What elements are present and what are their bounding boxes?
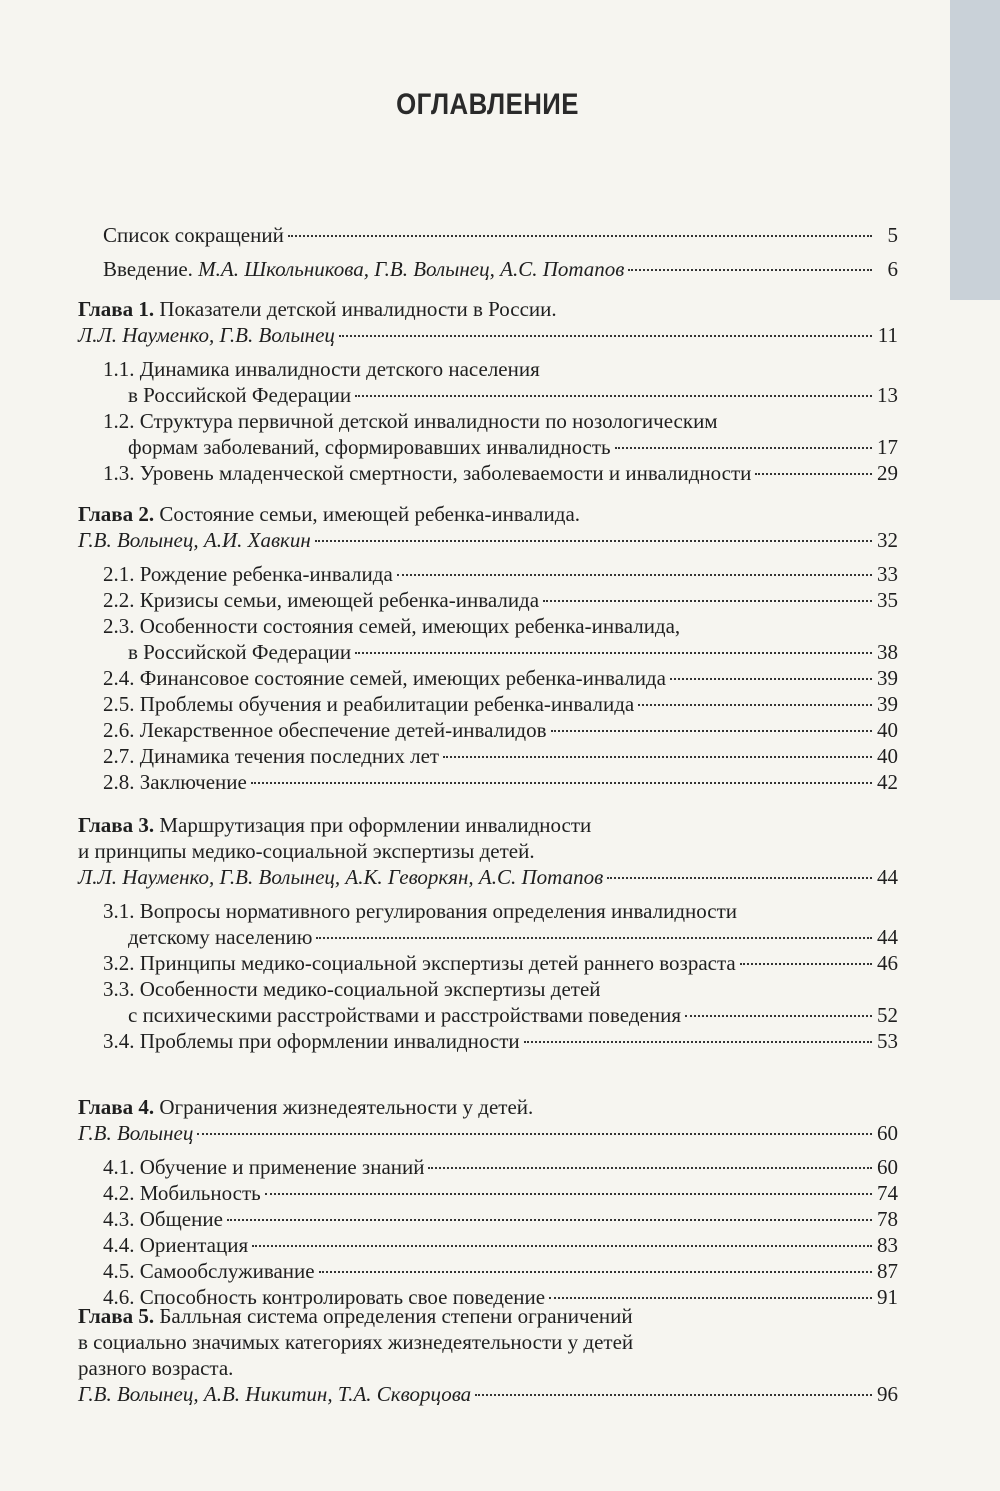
toc-chapter-4[interactable] (78, 1120, 898, 1146)
toc-chapter-1[interactable] (78, 322, 898, 348)
leader-dots (227, 1219, 872, 1221)
page-number: 44 (877, 925, 898, 949)
chapter-label: Глава 3. (78, 813, 155, 837)
page-number: 13 (877, 383, 898, 407)
page-number: 40 (877, 718, 898, 742)
chapter-title-line (78, 1329, 633, 1355)
chapter-title: Состояние семьи, имеющей ребенка-инвалида. (159, 502, 581, 526)
leader-dots (607, 877, 872, 879)
leader-dots (339, 335, 872, 337)
toc-section-4-4[interactable] (103, 1232, 898, 1258)
leader-dots (740, 963, 872, 965)
section-text: 4.6. Способность контролировать свое поведение (103, 1285, 546, 1309)
toc-section-2-7[interactable] (103, 743, 898, 769)
page-number: 96 (877, 1382, 898, 1406)
page-number: 17 (877, 435, 898, 459)
leader-dots (443, 756, 872, 758)
section-text: 3.3. Особенности медико-социальной экспертизы детей (103, 977, 601, 1001)
leader-dots (670, 678, 872, 680)
page-number: 39 (877, 666, 898, 690)
toc-section-2-1[interactable] (103, 561, 898, 587)
entry-authors: М.А. Школьникова, Г.В. Волынец, А.С. Потапов (198, 257, 625, 281)
page-number: 74 (877, 1181, 898, 1205)
page-title: ОГЛАВЛЕНИЕ (396, 88, 579, 121)
section-text: 4.4. Ориентация (103, 1233, 249, 1257)
page-number: 32 (877, 528, 898, 552)
section-text: 4.1. Обучение и применение знаний (103, 1155, 425, 1179)
leader-dots (549, 1297, 872, 1299)
section-text: 2.1. Рождение ребенка-инвалида (103, 562, 393, 586)
toc-section-2-8[interactable] (103, 769, 898, 795)
section-text-line (103, 898, 737, 924)
chapter-title-line (78, 838, 535, 864)
section-text: 2.8. Заключение (103, 770, 247, 794)
toc-section-4-5[interactable] (103, 1258, 898, 1284)
chapter-authors: Г.В. Волынец, А.И. Хавкин (78, 528, 311, 552)
toc-section-1-3[interactable] (103, 460, 898, 486)
leader-dots (543, 600, 872, 602)
chapter-label: Глава 4. (78, 1095, 155, 1119)
section-text: 4.3. Общение (103, 1207, 223, 1231)
chapter-title: Маршрутизация при оформлении инвалидности (159, 813, 592, 837)
section-text: 1.2. Структура первичной детской инвалидности по нозологическим (103, 409, 718, 433)
page-number: 53 (877, 1029, 898, 1053)
toc-chapter-5[interactable] (78, 1381, 898, 1407)
chapter-label: Глава 2. (78, 502, 155, 526)
section-text-line (103, 408, 718, 434)
toc-section-3-2[interactable] (103, 950, 898, 976)
leader-dots (685, 1015, 872, 1017)
toc-section-3-3[interactable] (128, 1002, 898, 1028)
section-text: 2.5. Проблемы обучения и реабилитации ребенка-инвалида (103, 692, 635, 716)
page-number: 60 (877, 1155, 898, 1179)
chapter-title: Ограничения жизнедеятельности у детей. (159, 1095, 534, 1119)
section-text-line (103, 613, 680, 639)
section-text: с психическими расстройствами и расстройствами поведения (128, 1003, 681, 1027)
chapter-title-line (78, 1094, 533, 1120)
section-text: 3.2. Принципы медико-социальной экспертизы детей раннего возраста (103, 951, 736, 975)
entry-text: Список сокращений (103, 223, 284, 247)
leader-dots (265, 1193, 872, 1195)
leader-dots (628, 269, 872, 271)
chapter-title-line (78, 501, 580, 527)
section-text: в Российской Федерации (128, 383, 352, 407)
section-text: 3.4. Проблемы при оформлении инвалидности (103, 1029, 520, 1053)
chapter-authors: Г.В. Волынец (78, 1121, 194, 1145)
toc-chapter-2[interactable] (78, 527, 898, 553)
page-edge-strip (950, 0, 1000, 300)
toc-entry-introduction[interactable] (103, 256, 898, 282)
section-text: 2.2. Кризисы семьи, имеющей ребенка-инвалида (103, 588, 540, 612)
page-number: 46 (877, 951, 898, 975)
toc-section-2-5[interactable] (103, 691, 898, 717)
chapter-title-line (78, 296, 557, 322)
leader-dots (316, 937, 872, 939)
page-number: 42 (877, 770, 898, 794)
page-number: 91 (877, 1285, 898, 1309)
toc-section-2-6[interactable] (103, 717, 898, 743)
leader-dots (755, 473, 872, 475)
chapter-authors: Л.Л. Науменко, Г.В. Волынец, А.К. Геворкян, А.С. Потапов (78, 865, 604, 889)
toc-section-4-3[interactable] (103, 1206, 898, 1232)
section-text: 1.1. Динамика инвалидности детского населения (103, 357, 540, 381)
entry-prefix: Введение. (103, 257, 199, 281)
leader-dots (251, 782, 872, 784)
chapter-title: и принципы медико-социальной экспертизы детей. (78, 839, 535, 863)
chapter-authors: Г.В. Волынец, А.В. Никитин, Т.А. Скворцова (78, 1382, 472, 1406)
page-number: 38 (877, 640, 898, 664)
toc-section-1-1[interactable] (128, 382, 898, 408)
section-text: 2.4. Финансовое состояние семей, имеющих ребенка-инвалида (103, 666, 666, 690)
chapter-title: разного возраста. (78, 1356, 234, 1380)
section-text-line (103, 356, 540, 382)
section-text: 1.3. Уровень младенческой смертности, заболеваемости и инвалидности (103, 461, 752, 485)
page-number: 83 (877, 1233, 898, 1257)
chapter-label: Глава 5. (78, 1304, 155, 1328)
toc-section-3-4[interactable] (103, 1028, 898, 1054)
leader-dots (551, 730, 872, 732)
section-text: 2.7. Динамика течения последних лет (103, 744, 440, 768)
page-number: 78 (877, 1207, 898, 1231)
page-number: 11 (877, 323, 898, 347)
toc-section-2-2[interactable] (103, 587, 898, 613)
page-number: 33 (877, 562, 898, 586)
chapter-authors: Л.Л. Науменко, Г.В. Волынец (78, 323, 335, 347)
toc-section-4-2[interactable] (103, 1180, 898, 1206)
chapter-title: Показатели детской инвалидности в России. (159, 297, 557, 321)
section-text: 4.5. Самообслуживание (103, 1259, 315, 1283)
section-text-line (103, 976, 601, 1002)
toc-entry-abbreviations[interactable] (103, 222, 898, 248)
leader-dots (319, 1271, 872, 1273)
leader-dots (524, 1041, 872, 1043)
chapter-title-line (78, 1303, 633, 1329)
chapter-title: в социально значимых категориях жизнедеятельности у детей (78, 1330, 634, 1354)
chapter-label: Глава 1. (78, 297, 155, 321)
leader-dots (288, 235, 872, 237)
leader-dots (475, 1394, 872, 1396)
section-text: 2.3. Особенности состояния семей, имеющих ребенка-инвалида, (103, 614, 681, 638)
page-number: 44 (877, 865, 898, 889)
page-number: 52 (877, 1003, 898, 1027)
entry-text (103, 256, 624, 282)
page-number: 87 (877, 1259, 898, 1283)
section-text: 3.1. Вопросы нормативного регулирования определения инвалидности (103, 899, 738, 923)
page-number: 60 (877, 1121, 898, 1145)
toc-chapter-3[interactable] (78, 864, 898, 890)
page-number: 5 (887, 223, 898, 247)
toc-section-3-1[interactable] (128, 924, 898, 950)
leader-dots (355, 652, 872, 654)
toc-section-2-4[interactable] (103, 665, 898, 691)
toc-section-1-2[interactable] (128, 434, 898, 460)
leader-dots (197, 1133, 872, 1135)
leader-dots (397, 574, 872, 576)
page-number: 35 (877, 588, 898, 612)
section-text: 4.2. Мобильность (103, 1181, 261, 1205)
section-text: детскому населению (128, 925, 313, 949)
toc-section-4-1[interactable] (103, 1154, 898, 1180)
page-number: 39 (877, 692, 898, 716)
chapter-title: Балльная система определения степени ограничений (159, 1304, 633, 1328)
section-text: формам заболеваний, сформировавших инвалидность (128, 435, 611, 459)
chapter-title-line (78, 1355, 233, 1381)
leader-dots (615, 447, 872, 449)
page-number: 6 (887, 257, 898, 281)
leader-dots (428, 1167, 872, 1169)
leader-dots (315, 540, 872, 542)
chapter-title-line (78, 812, 591, 838)
leader-dots (355, 395, 872, 397)
leader-dots (638, 704, 872, 706)
section-text: в Российской Федерации (128, 640, 352, 664)
leader-dots (252, 1245, 872, 1247)
section-text: 2.6. Лекарственное обеспечение детей-инвалидов (103, 718, 547, 742)
page-number: 40 (877, 744, 898, 768)
toc-section-2-3[interactable] (128, 639, 898, 665)
page-number: 29 (877, 461, 898, 485)
